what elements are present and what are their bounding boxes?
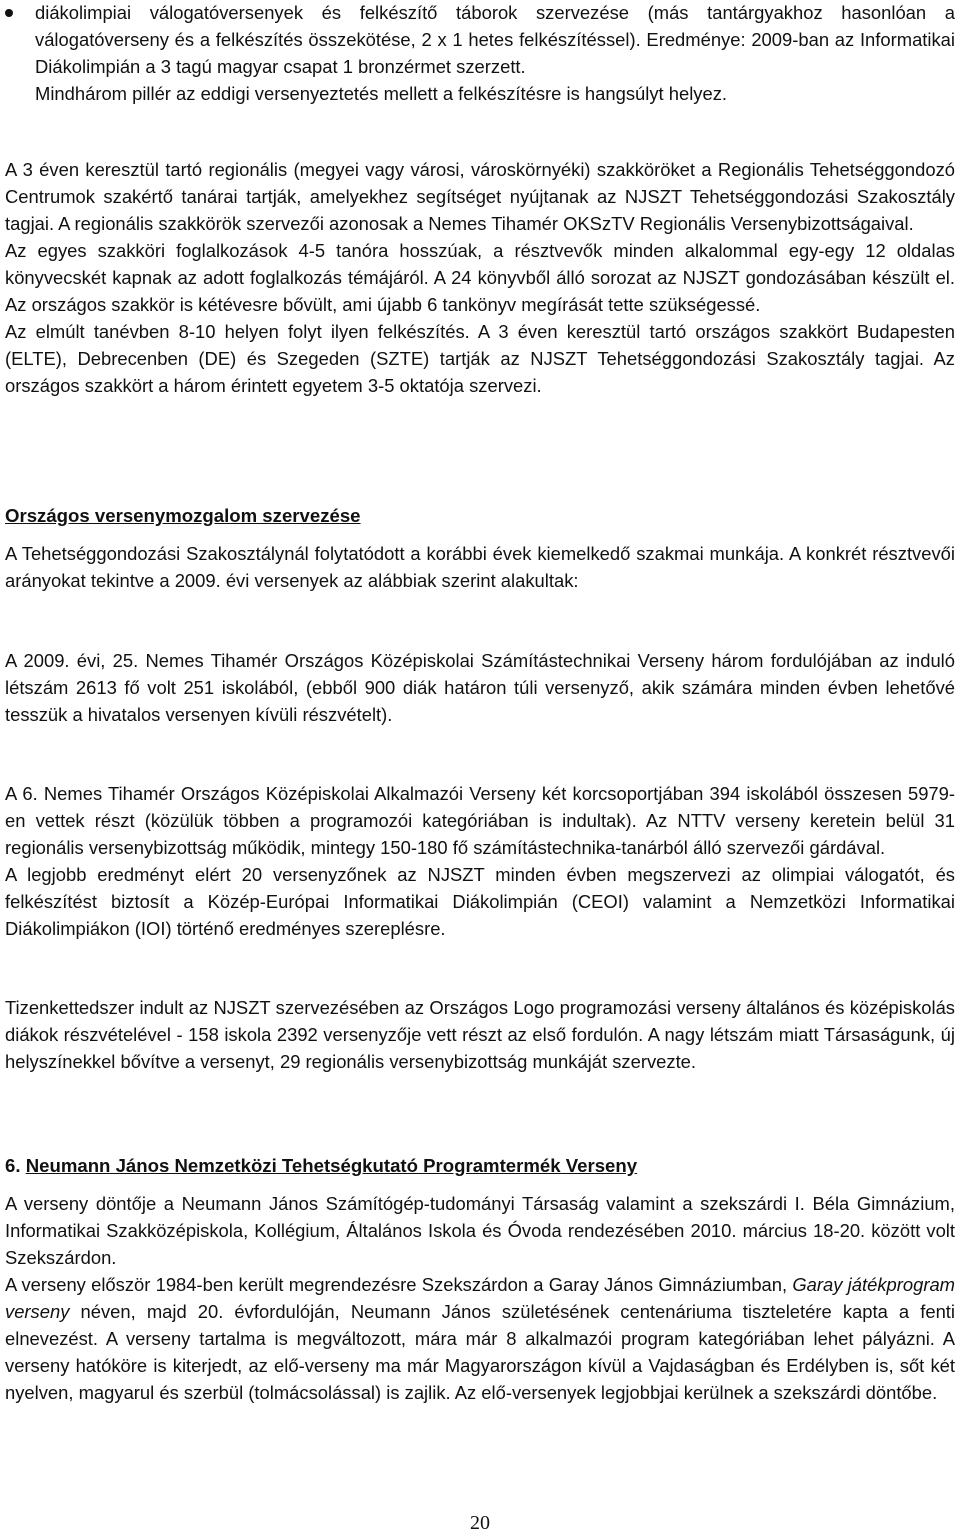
paragraph: A 6. Nemes Tihamér Országos Középiskolai Alkalmazói Verseny két korcsoportjában 394 iskolából összesen 5979-en vettek részt (közülük többen a programozói kategóriában is indultak). Az NTTV verseny keretein belül 31 regionális versenybizottság működik, mintegy 150-180 fő számítástechnika-tanárból álló szervezői gárdával.: [5, 783, 955, 858]
page-number: 20: [470, 1512, 490, 1534]
italic-text: Garay játékprogram verseny: [5, 1274, 955, 1322]
paragraph: Tizenkettedszer indult az NJSZT szervezésében az Országos Logo programozási verseny általános és középiskolás diákok részvételével - 158 iskola 2392 versenyzője vett részt az első fordulón. A nagy létszám miatt Társaságunk, új helyszínekkel bővítve a versenyt, 29 regionális versenybizottság munkáját szervezte.: [5, 997, 955, 1072]
bullet-text: [35, 0, 955, 107]
text-run: A verseny először 1984-ben került megrendezésre Szekszárdon a Garay János Gimnáziumban,: [5, 1274, 793, 1295]
bullet-paragraph: diákolimpiai válogatóversenyek és felkészítő táborok szervezése (más tantárgyakhoz hasonlóan a válogatóverseny és a felkészítés összekötése, 2 x 1 hetes felkészítéssel). Eredménye: 2009-ban az Informatikai Diákolimpián a 3 tagú magyar csapat 1 bronzérmet szerzett.: [35, 2, 955, 77]
paragraph-alkalmazoi: [5, 780, 955, 942]
paragraph: A 3 éven keresztül tartó regionális (megyei vagy városi, városkörnyéki) szakköröket a Regionális Tehetséggondozó Centrumok szakértő tanárai tartják, amelyekhez segítséget nyújtanak az NJSZT Tehetséggondozási Szakosztály tagjai. A regionális szakkörök szervezői azonosak a Nemes Tihamér OKSzTV Regionális Versenybizottságaival.: [5, 159, 955, 234]
paragraph: A 2009. évi, 25. Nemes Tihamér Országos Középiskolai Számítástechnikai Verseny három fordulójában az induló létszám 2613 fő volt 251 iskolából, (ebből 900 diák határon túli versenyző, akik számára minden évben lehetővé tesszük a hivatalos versenyen kívüli részvételt).: [5, 650, 955, 725]
paragraph: [5, 1271, 955, 1406]
paragraph: Az elmúlt tanévben 8-10 helyen folyt ilyen felkészítés. A 3 éven keresztül tartó országos szakkört Budapesten (ELTE), Debrecenben (DE) és Szegeden (SZTE) tartják az NJSZT Tehetséggondozási Szakosztály tagjai. Az országos szakkört a három érintett egyetem 3-5 oktatója szervezi.: [5, 321, 955, 396]
bullet-dot-icon: [5, 9, 13, 17]
text-run: néven, majd 20. évfordulóján, Neumann János születésének centenáriuma tiszteletére kapta a fenti elnevezést. A verseny tartalma is megváltozott, mára már 8 alkalmazói program kategóriában lehet pályázni. A verseny hatóköre is kiterjedt, az elő-verseny ma már Magyarországon kívül a Vajdaságban és Erdélyben is, sőt két nyelven, magyarul és szerbül (tolmácsolással) is zajlik. Az elő-versenyek legjobbjai kerülnek a szekszárdi döntőbe.: [5, 1301, 955, 1403]
paragraph: Az egyes szakköri foglalkozások 4-5 tanóra hosszúak, a résztvevők minden alkalommal egy-egy 12 oldalas könyvecskét kapnak az adott foglalkozás témájáról. A 24 könyvből álló sorozat az NJSZT gondozásában készült el. Az országos szakkör is kétévesre bővült, ami újabb 6 tankönyv megírását tette szükségessé.: [5, 240, 955, 315]
paragraph-regional-circles: [5, 156, 955, 399]
paragraph-logo-verseny: [5, 994, 955, 1075]
paragraph: A verseny döntője a Neumann János Számítógép-tudományi Társaság valamint a szekszárdi I. Béla Gimnázium, Informatikai Szakközépiskola, Kollégium, Általános Iskola és Óvoda rendezésében 2010. március 18-20. között volt Szekszárdon.: [5, 1193, 955, 1268]
bullet-paragraph: Mindhárom pillér az eddigi versenyeztetés mellett a felkészítésre is hangsúlyt helyez.: [35, 83, 728, 104]
paragraph-intro: [5, 540, 955, 594]
paragraph-neumann: [5, 1190, 955, 1406]
paragraph: A Tehetséggondozási Szakosztálynál folytatódott a korábbi évek kiemelkedő szakmai munkája. A konkrét résztvevői arányokat tekintve a 2009. évi versenyek az alábbiak szerint alakultak:: [5, 543, 955, 591]
paragraph: A legjobb eredményt elért 20 versenyzőnek az NJSZT minden évben megszervezi az olimpiai válogatót, és felkészítést biztosít a Közép-Európai Informatikai Diákolimpián (CEOI) valamint a Nemzetközi Informatikai Diákolimpiákon (IOI) történő eredményes szereplésre.: [5, 864, 955, 939]
section-number: 6.: [5, 1155, 21, 1176]
paragraph-nemes-tihamer: [5, 647, 955, 728]
section-heading-neumann: [5, 1152, 637, 1179]
section-title: Neumann János Nemzetközi Tehetségkutató Programtermék Verseny: [25, 1155, 638, 1176]
section-heading: Országos versenymozgalom szervezése: [5, 505, 361, 526]
